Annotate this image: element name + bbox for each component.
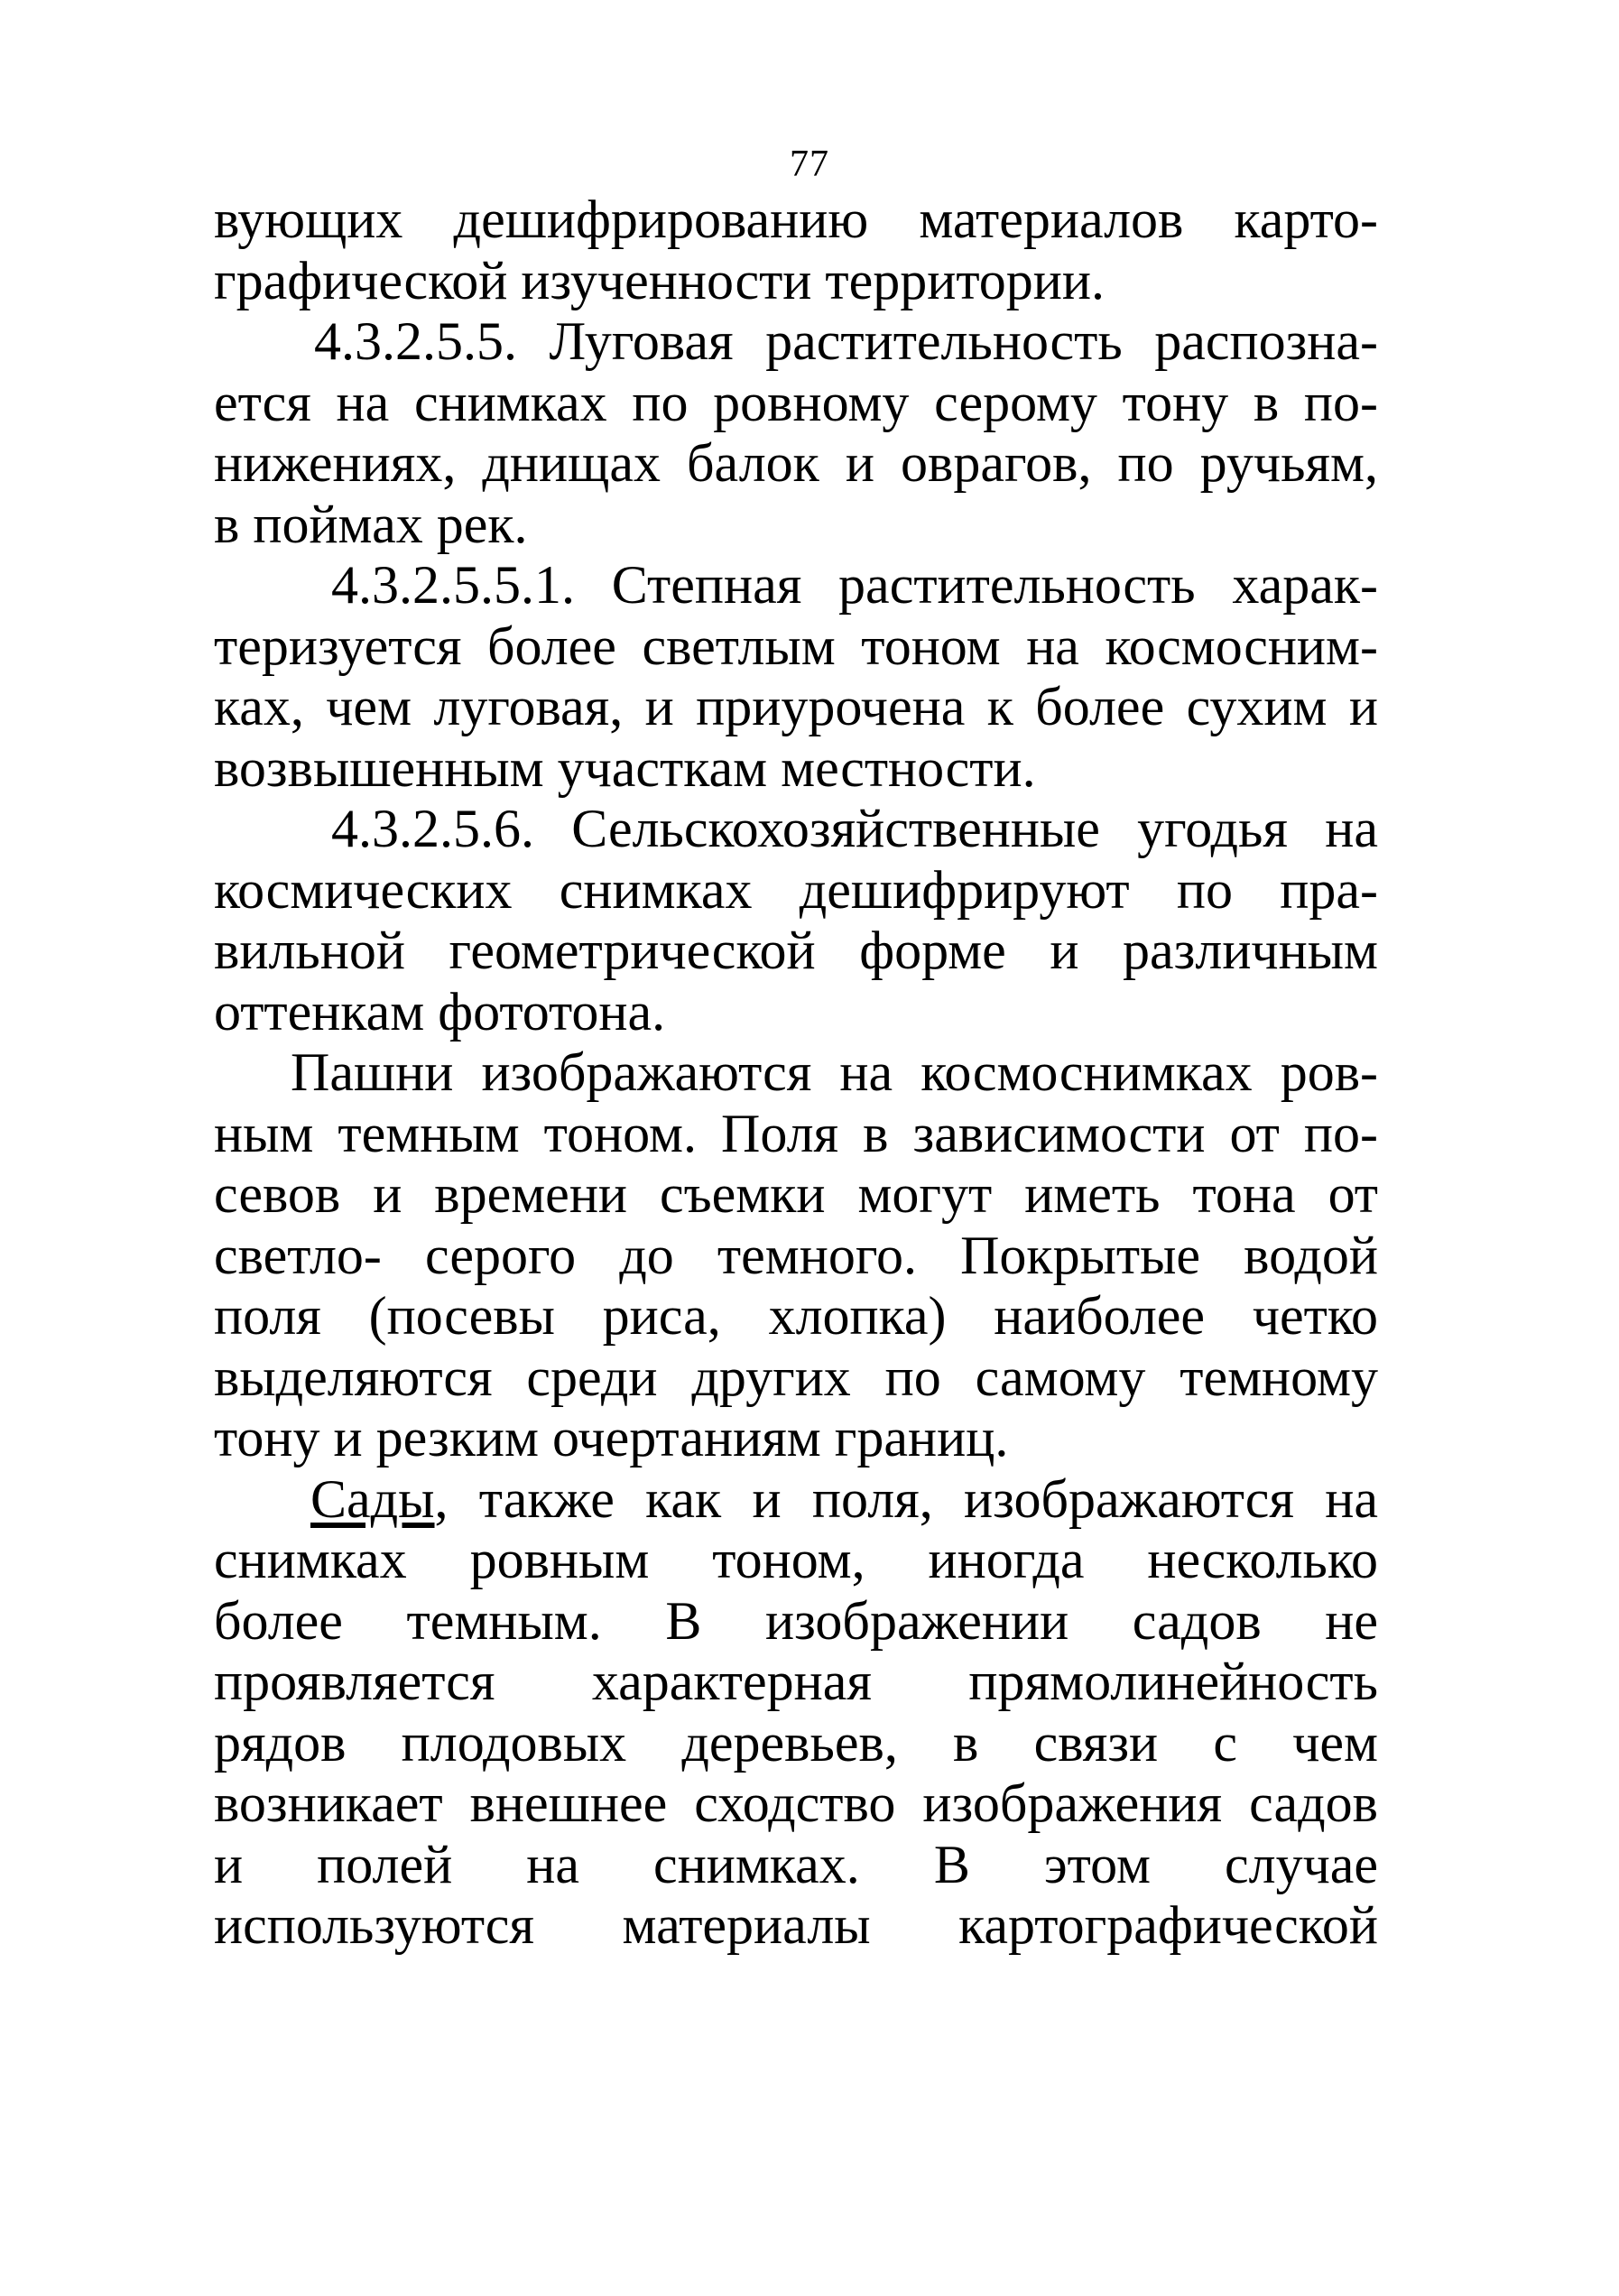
text-line: космических снимках дешифрируют по пра-	[214, 859, 1378, 920]
text-line: более темным. В изображении садов не	[214, 1590, 1378, 1651]
text-line: поля (посевы риса, хлопка) наиболее четко	[214, 1286, 1378, 1346]
text-line: вильной геометрической форме и различным	[214, 921, 1378, 980]
text-line: снимках ровным тоном, иногда несколько	[214, 1530, 1378, 1589]
text-line: севов и времени съемки могут иметь тона от	[214, 1164, 1378, 1224]
text-line: 4.3.2.5.5.1. Степная растительность харак-	[331, 555, 1378, 615]
paragraph-4-3-2-5-5	[214, 311, 1378, 555]
text-line: выделяются среди других по самому темному	[214, 1347, 1378, 1407]
text-line: графической изученности территории.	[214, 250, 1106, 310]
text-line: ках, чем луговая, и приурочена к более сухим и	[214, 677, 1378, 736]
text-line: Пашни изображаются на космоснимках ров-	[291, 1042, 1378, 1102]
underlined-term: Сады	[310, 1468, 435, 1529]
text-line: вующих дешифрированию материалов карто-	[214, 190, 1378, 249]
text-line: 4.3.2.5.5. Луговая растительность распозна-	[314, 311, 1378, 371]
text-line: используются материалы картографической	[214, 1895, 1378, 1955]
text-line: ным темным тоном. Поля в зависимости от по-	[214, 1103, 1378, 1163]
text-line	[214, 1469, 1378, 1531]
text-line: проявляется характерная прямолинейность	[214, 1652, 1378, 1711]
text-line: оттенкам фототона.	[214, 981, 666, 1042]
text-line: светло- серого до темного. Покрытые водой	[214, 1225, 1378, 1285]
text-fragment: , также как и поля, изображаются на	[434, 1468, 1378, 1529]
text-line: 4.3.2.5.6. Сельскохозяйственные угодья на	[331, 799, 1378, 858]
text-line: теризуется более светлым тоном на космосним-	[214, 616, 1378, 676]
text-line: возникает внешнее сходство изображения садов	[214, 1773, 1378, 1833]
text-line: нижениях, днищах балок и оврагов, по ручьям,	[214, 433, 1378, 493]
text-line: и полей на снимках. В этом случае	[214, 1834, 1378, 1894]
paragraph-4-3-2-5-6	[214, 799, 1378, 1042]
text-line: рядов плодовых деревьев, в связи с чем	[214, 1712, 1378, 1773]
text-line: тону и резким очертаниям границ.	[214, 1408, 1009, 1467]
paragraph-sady	[214, 1469, 1378, 1957]
text-line: в поймах рек.	[214, 494, 528, 554]
body-text	[214, 190, 1378, 1957]
paragraph-continuation	[214, 190, 1378, 311]
text-line: возвышенным участкам местности.	[214, 737, 1036, 798]
paragraph-4-3-2-5-5-1	[214, 555, 1378, 799]
text-line: ется на снимках по ровному серому тону в по-	[214, 372, 1378, 432]
page-number: 77	[790, 144, 829, 185]
paragraph-pashni	[214, 1042, 1378, 1469]
